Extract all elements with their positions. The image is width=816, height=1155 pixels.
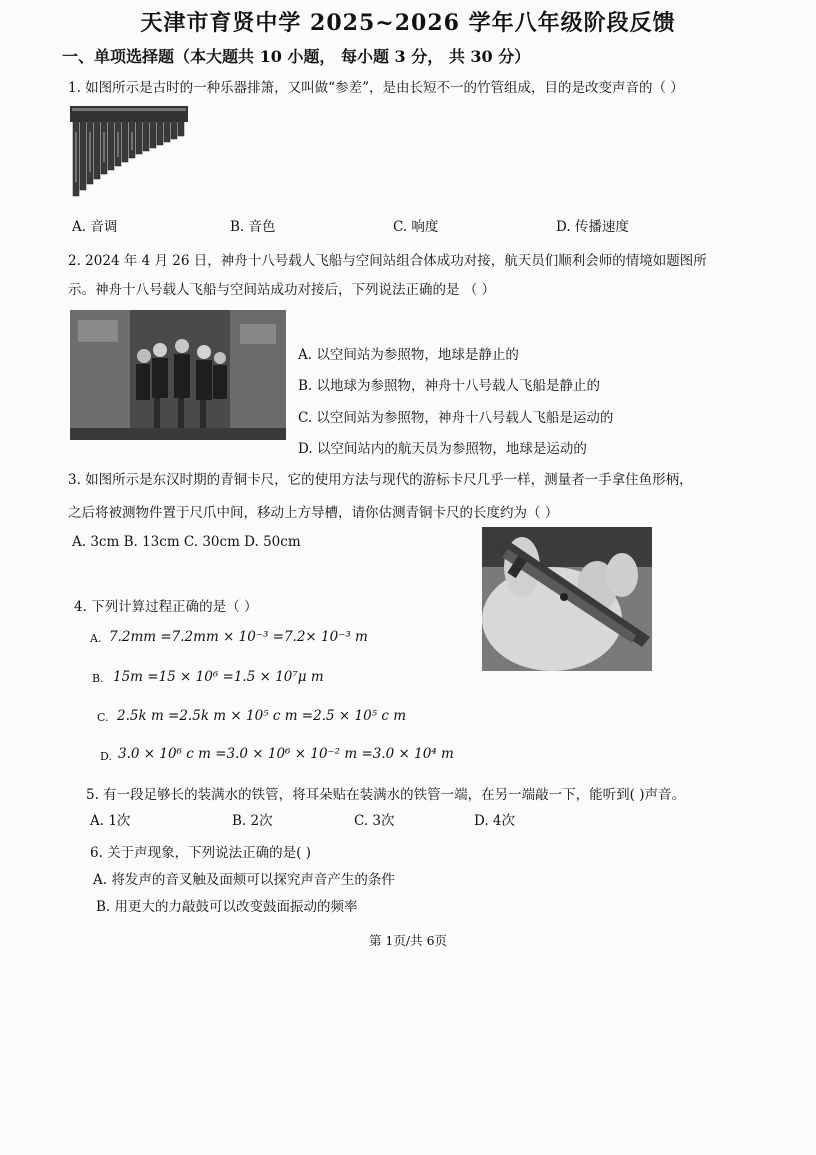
question-1-stem: 1. 如图所示是古时的一种乐器排箫，又叫做“参差”，是由长短不一的竹管组成，目的是改变声音的（ ） (68, 80, 684, 96)
q6-option-b: B. 用更大的力敲鼓可以改变鼓面振动的频率 (96, 899, 358, 915)
question-3-stem-line2: 之后将被测物件置于尺爪中间，移动上方导槽，请你估测青铜卡尺的长度约为（ ） (68, 505, 559, 521)
q2-option-a: A. 以空间站为参照物，地球是静止的 (298, 347, 519, 363)
pan-flute-photo (70, 102, 188, 198)
q3-options: A. 3cm B. 13cm C. 30cm D. 50cm (72, 534, 301, 550)
q4-option-b-expr: 15m =15 × 10⁶ =1.5 × 10⁷μ m (113, 669, 324, 685)
q2-option-b: B. 以地球为参照物，神舟十八号载人飞船是静止的 (298, 378, 601, 394)
q4-option-a-letter: A. (90, 632, 102, 645)
q5-option-d: D. 4次 (474, 813, 516, 829)
q1-option-c: C. 响度 (393, 219, 439, 235)
q4-option-c-expr: 2.5k m =2.5k m × 10⁵ c m =2.5 × 10⁵ c m (117, 708, 407, 724)
astronauts-photo (70, 310, 286, 440)
q4-option-d-expr: 3.0 × 10⁶ c m =3.0 × 10⁶ × 10⁻² m =3.0 × 10⁴ m (118, 746, 454, 762)
q4-option-b-letter: B. (92, 672, 104, 685)
question-5-stem: 5. 有一段足够长的装满水的铁管，将耳朵贴在装满水的铁管一端，在另一端敲一下，能听到( )声音。 (86, 787, 685, 803)
q1-option-d: D. 传播速度 (556, 219, 629, 235)
question-2-stem-line2: 示。神舟十八号载人飞船与空间站成功对接后，下列说法正确的是 （ ） (68, 282, 496, 298)
question-6-stem: 6. 关于声现象，下列说法正确的是( ) (90, 845, 311, 861)
exam-title: 天津市育贤中学 2025~2026 学年八年级阶段反馈 (140, 10, 676, 36)
q1-option-a: A. 音调 (72, 219, 118, 235)
q4-option-d-letter: D. (100, 750, 112, 763)
q1-option-b: B. 音色 (230, 219, 276, 235)
q4-option-c-letter: C. (97, 711, 109, 724)
question-2-stem-line1: 2. 2024 年 4 月 26 日，神舟十八号载人飞船与空间站组合体成功对接，航天员们顺利会师的情境如题图所 (68, 253, 707, 269)
page-number: 第 1页/共 6页 (368, 933, 448, 948)
q5-option-a: A. 1次 (90, 813, 131, 829)
q5-option-b: B. 2次 (232, 813, 273, 829)
question-4-stem: 4. 下列计算过程正确的是（ ） (74, 599, 258, 615)
q4-option-a-expr: 7.2mm =7.2mm × 10⁻³ =7.2× 10⁻³ m (109, 629, 368, 645)
q6-option-a: A. 将发声的音叉触及面颊可以探究声音产生的条件 (93, 872, 395, 888)
section-heading: 一、单项选择题（本大题共 10 小题， 每小题 3 分， 共 30 分） (62, 47, 531, 66)
q5-option-c: C. 3次 (354, 813, 395, 829)
question-3-stem-line1: 3. 如图所示是东汉时期的青铜卡尺，它的使用方法与现代的游标卡尺几乎一样，测量者一手拿住鱼形柄， (68, 472, 693, 488)
bronze-caliper-photo (482, 527, 652, 671)
q2-option-d: D. 以空间站内的航天员为参照物，地球是运动的 (298, 441, 587, 457)
q2-option-c: C. 以空间站为参照物，神舟十八号载人飞船是运动的 (298, 410, 614, 426)
